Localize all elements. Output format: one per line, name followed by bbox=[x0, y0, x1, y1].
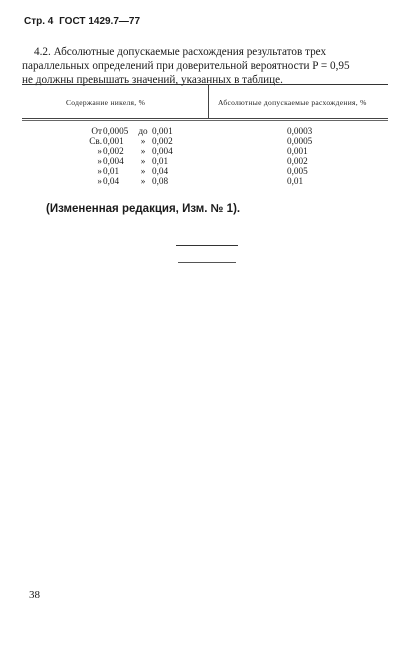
range-from: 0,0005 bbox=[103, 126, 129, 136]
page-number: 38 bbox=[29, 589, 40, 601]
page-header bbox=[24, 16, 143, 27]
end-rule bbox=[176, 245, 238, 246]
paragraph-line: 4.2. Абсолютные допускаемые расхождения результатов трех bbox=[34, 46, 327, 58]
header-rule bbox=[22, 118, 388, 119]
range-from: 0,04 bbox=[103, 176, 120, 186]
row-prefix: » bbox=[97, 166, 102, 176]
range-from: 0,004 bbox=[103, 156, 124, 166]
table-body bbox=[22, 126, 388, 186]
tolerance-value: 0,0005 bbox=[287, 136, 313, 146]
column-header-nickel: Содержание никеля, % bbox=[66, 98, 146, 107]
table-top-rule bbox=[22, 84, 388, 85]
range-separator: » bbox=[140, 166, 146, 176]
tolerance-table bbox=[22, 84, 388, 190]
table-row bbox=[22, 166, 388, 176]
row-prefix: От bbox=[91, 126, 102, 136]
range-separator: » bbox=[140, 176, 146, 186]
table-row bbox=[22, 176, 388, 186]
tolerance-value: 0,0003 bbox=[287, 126, 313, 136]
tolerance-value: 0,001 bbox=[287, 146, 308, 156]
range-to: 0,01 bbox=[152, 156, 169, 166]
row-prefix: Св. bbox=[89, 136, 102, 146]
header-rule bbox=[22, 120, 388, 121]
range-to: 0,08 bbox=[152, 176, 169, 186]
amendment-note: (Измененная редакция, Изм. № 1). bbox=[46, 203, 241, 215]
table-row bbox=[22, 136, 388, 146]
range-to: 0,002 bbox=[152, 136, 173, 146]
page-label: Стр. 4 bbox=[24, 16, 54, 27]
range-separator: до bbox=[138, 126, 148, 136]
end-rule bbox=[178, 262, 236, 263]
column-header-tolerance: Абсолютные допускаемые расхождения, % bbox=[218, 98, 367, 107]
tolerance-value: 0,005 bbox=[287, 166, 308, 176]
row-prefix: » bbox=[97, 156, 102, 166]
table-row bbox=[22, 156, 388, 166]
range-from: 0,01 bbox=[103, 166, 120, 176]
row-prefix: » bbox=[97, 146, 102, 156]
range-to: 0,04 bbox=[152, 166, 169, 176]
table-row bbox=[22, 146, 388, 156]
table-column-divider bbox=[208, 84, 209, 119]
paragraph-line: параллельных определений при доверительной вероятности P = 0,95 bbox=[22, 60, 350, 72]
range-from: 0,001 bbox=[103, 136, 124, 146]
tolerance-value: 0,01 bbox=[287, 176, 304, 186]
range-from: 0,002 bbox=[103, 146, 124, 156]
table-row bbox=[22, 126, 388, 136]
range-separator: » bbox=[140, 146, 146, 156]
range-to: 0,004 bbox=[152, 146, 173, 156]
row-prefix: » bbox=[97, 176, 102, 186]
tolerance-value: 0,002 bbox=[287, 156, 308, 166]
range-to: 0,001 bbox=[152, 126, 173, 136]
range-separator: » bbox=[140, 156, 146, 166]
paragraph-line: не должны превышать значений, указанных в таблице. bbox=[22, 74, 283, 86]
standard-code: ГОСТ 1429.7—77 bbox=[59, 16, 141, 27]
clause-paragraph bbox=[22, 45, 386, 87]
range-separator: » bbox=[140, 136, 146, 146]
